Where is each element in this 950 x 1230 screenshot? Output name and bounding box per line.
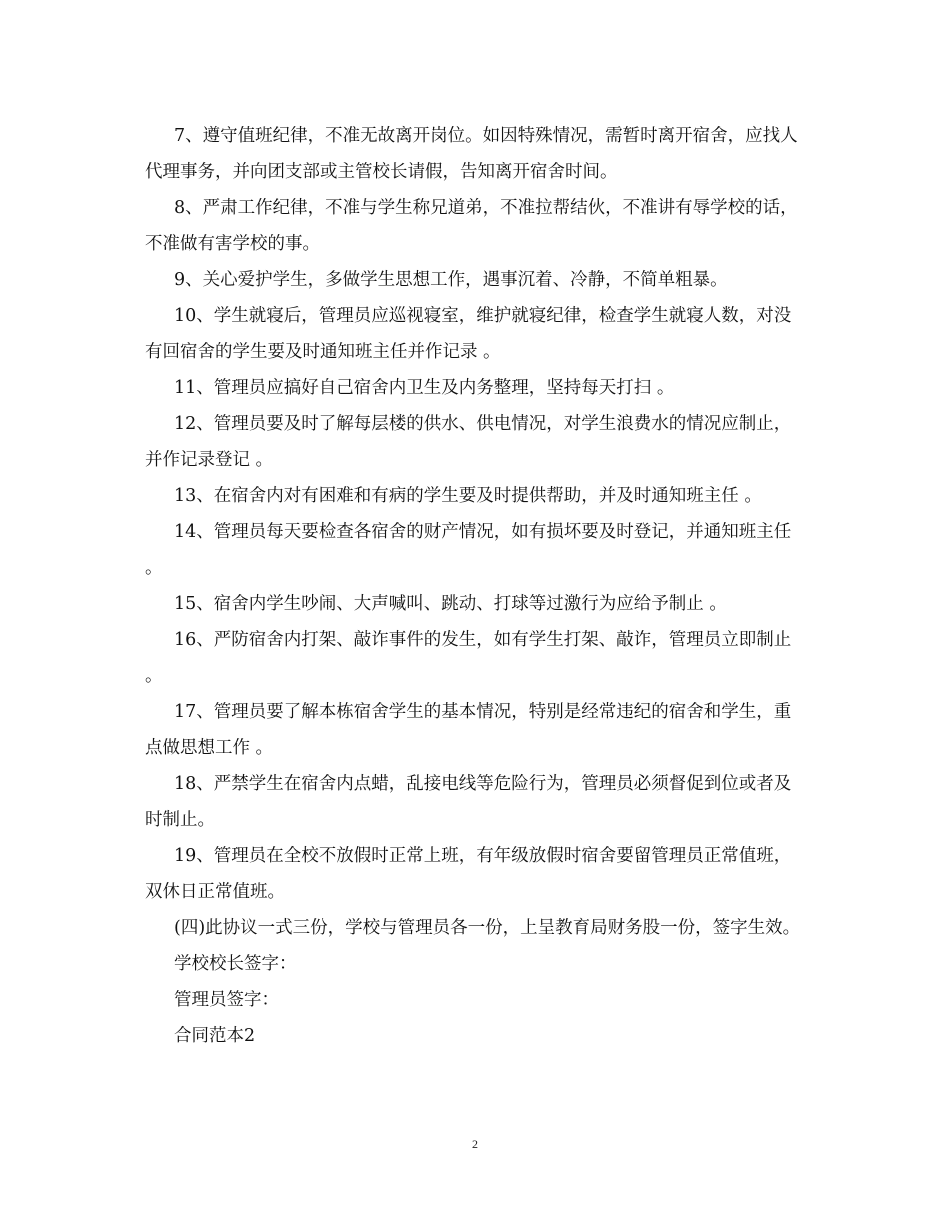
- paragraph-16: 16、严防宿舍内打架、敲诈事件的发生，如有学生打架、敲诈，管理员立即制止 。: [145, 630, 792, 686]
- paragraph-9: 9、关心爱护学生，多做学生思想工作，遇事沉着、冷静，不简单粗暴。: [174, 270, 728, 290]
- paragraph-18: 18、严禁学生在宿舍内点蜡，乱接电线等危险行为，管理员必须督促到位或者及时制止。: [145, 774, 792, 830]
- paragraph-17: 17、管理员要了解本栋宿舍学生的基本情况，特别是经常违纪的宿舍和学生，重点做思想工作 。: [145, 702, 792, 758]
- paragraph-10: 10、学生就寝后，管理员应巡视寝室，维护就寝纪律，检查学生就寝人数，对没有回宿舍的学生要及时通知班主任并作记录 。: [145, 306, 792, 362]
- paragraph-section-4: (四)此协议一式三份，学校与管理员各一份，上呈教育局财务股一份，签字生效。: [174, 918, 801, 938]
- paragraph-14: 14、管理员每天要检查各宿舍的财产情况，如有损坏要及时登记，并通知班主任 。: [145, 522, 792, 578]
- paragraph-12: 12、管理员要及时了解每层楼的供水、供电情况，对学生浪费水的情况应制止，并作记录登记 。: [145, 414, 792, 470]
- principal-signature-line: 学校校长签字：: [174, 954, 297, 974]
- paragraph-11: 11、管理员应搞好自己宿舍内卫生及内务整理，坚持每天打扫 。: [174, 378, 675, 398]
- paragraph-19: 19、管理员在全校不放假时正常上班，有年级放假时宿舍要留管理员正常值班，双休日正常值班。: [145, 846, 792, 902]
- page-number: 2: [472, 1137, 478, 1151]
- contract-template-heading: 合同范本2: [174, 1026, 256, 1046]
- paragraph-7: 7、遵守值班纪律，不准无故离开岗位。如因特殊情况，需暂时离开宿舍，应找人代理事务，并向团支部或主管校长请假，告知离开宿舍时间。: [145, 126, 798, 182]
- paragraph-13: 13、在宿舍内对有困难和有病的学生要及时提供帮助，并及时通知班主任 。: [174, 486, 762, 506]
- administrator-signature-line: 管理员签字：: [174, 990, 279, 1010]
- document-body: [145, 118, 807, 1054]
- paragraph-8: 8、严肃工作纪律，不准与学生称兄道弟，不准拉帮结伙，不准讲有辱学校的话，不准做有害学校的事。: [145, 198, 798, 254]
- paragraph-15: 15、宿舍内学生吵闹、大声喊叫、跳动、打球等过激行为应给予制止 。: [174, 594, 727, 614]
